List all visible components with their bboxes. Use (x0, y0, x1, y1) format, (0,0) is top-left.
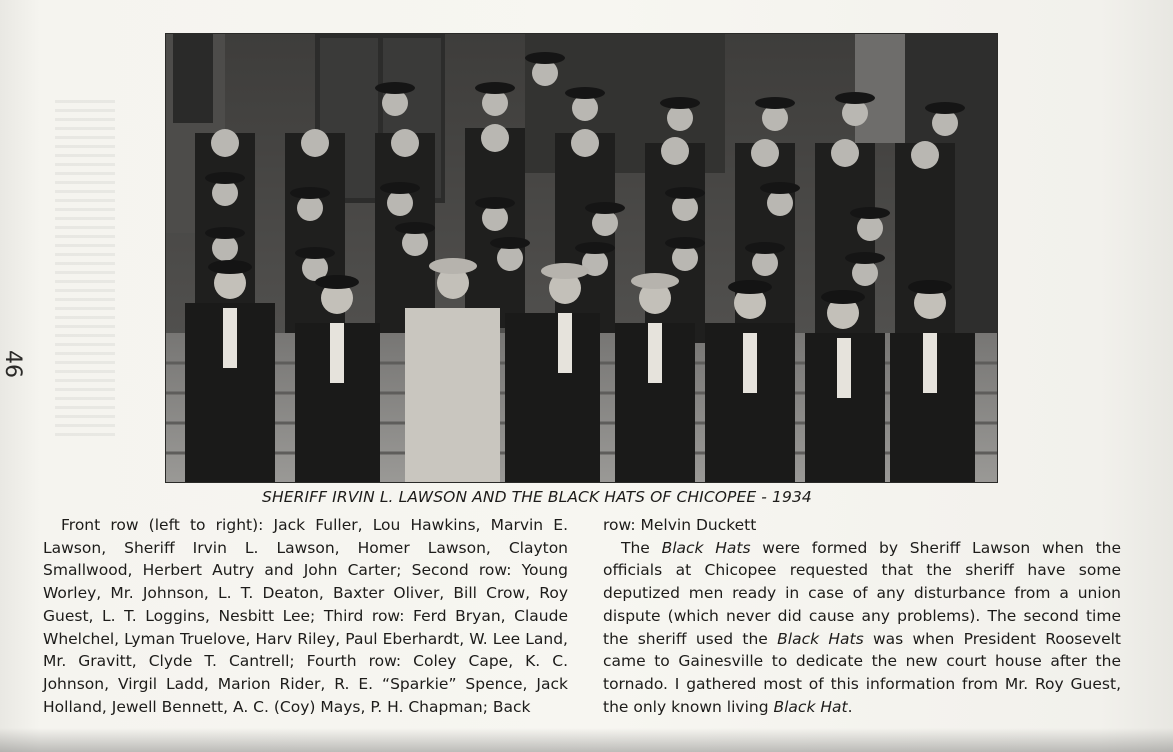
black-hats-term-1: Black Hats (661, 538, 751, 557)
black-hat-term-3: Black Hat (773, 697, 848, 716)
right-column-text (603, 514, 1121, 718)
black-hats-term-2: Black Hats (777, 629, 864, 648)
history-paragraph (603, 537, 1121, 719)
history-text-3: was when President Roosevelt came to Gainesville to dedicate the new court house after the tornado. I gathered most of this information from Mr. Roy Guest, the only known living (603, 629, 1122, 716)
light-suit (405, 308, 500, 483)
history-text-2: were formed by Sheriff Lawson when the officials at Chicopee requested that the sheriff have some deputized men ready in case of any disturbance from a union dispute (which never did cause any problems). The second time the sheriff used the (603, 538, 1122, 648)
roster-continuation: row: Melvin Duckett (603, 516, 757, 534)
photo-caption: SHERIFF IRVIN L. LAWSON AND THE BLACK HATS OF CHICOPEE - 1934 (262, 488, 812, 506)
scan-edge-shadow (0, 728, 1173, 752)
roster-text: Front row (left to right): Jack Fuller, Lou Hawkins, Marvin E. Lawson, Sheriff Irvin L. Lawson, Homer Lawson, Clayton Smallwood, Herbert Autry and John Carter; Second row: Young Worley, Mr. Johnson, L. T. Deaton, Baxter Oliver, Bill Crow, Roy Guest, L. T. Loggins, Nesbitt Lee; Third row: Ferd Bryan, Claude Whelchel, Lyman Truelove, Harv Riley, Paul Eberhardt, W. Lee Land, Mr. Gravitt, Clyde T. Cantrell; Fourth row: Coley Cape, K. C. Johnson, Virgil Ladd, Marion Rider, R. E. “Sparkie” Spence, Jack Holland, Jewell Bennett, A. C. (Coy) Mays, P. H. Chapman; Back (43, 516, 568, 716)
group-photograph-icon (165, 33, 998, 483)
left-column-text (43, 514, 568, 718)
history-text-end: . (847, 697, 853, 716)
roster-paragraph (43, 514, 568, 718)
group-photograph (165, 33, 998, 483)
page-number: 46 (0, 350, 25, 378)
show-through-text (55, 100, 115, 440)
history-text-1: The (621, 538, 662, 557)
